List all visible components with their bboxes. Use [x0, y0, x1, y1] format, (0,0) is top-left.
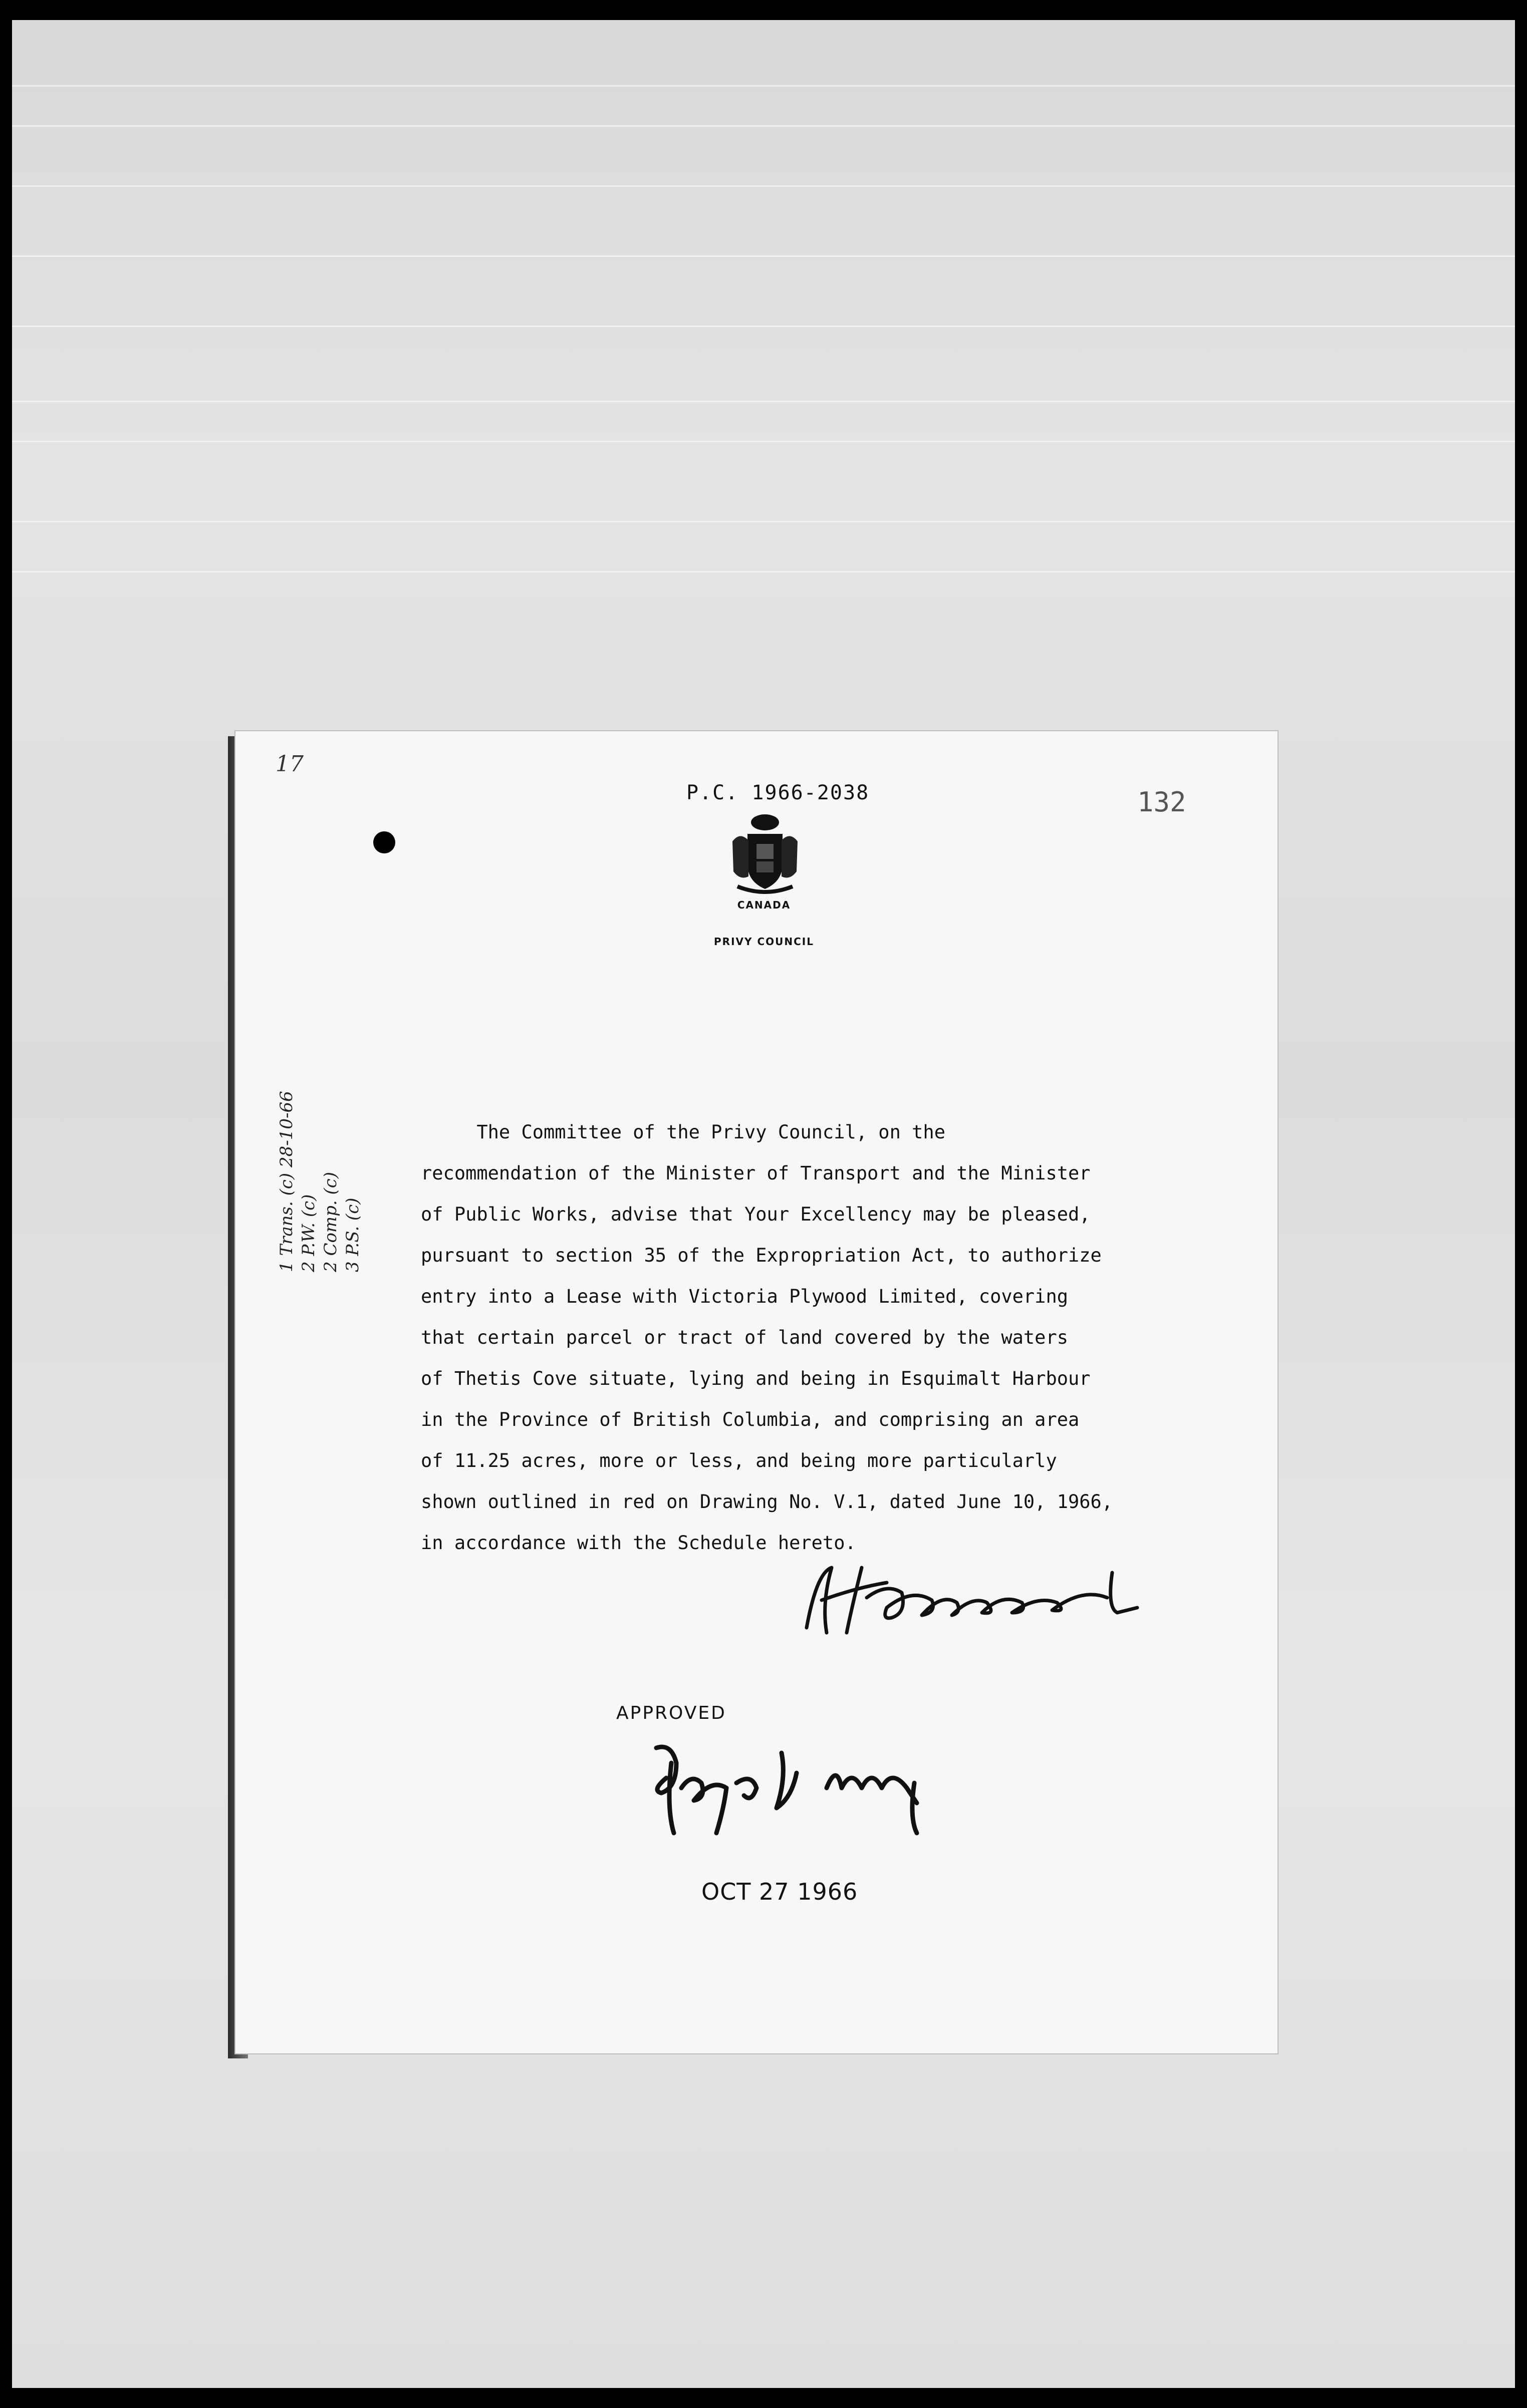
coat-of-arms-crest-icon — [727, 811, 803, 896]
scan-streak — [12, 441, 1515, 442]
body-line: recommendation of the Minister of Transport and the Minister — [421, 1162, 1091, 1184]
corner-handwritten-number: 17 — [276, 751, 304, 777]
scan-streak — [12, 255, 1515, 257]
marginal-note: 2 Comp. (c) — [321, 1171, 341, 1272]
approved-label: APPROVED — [616, 1703, 726, 1723]
body-line: in accordance with the Schedule hereto. — [421, 1532, 856, 1554]
minister-signature — [787, 1553, 1147, 1643]
approval-date-stamp: OCT 27 1966 — [701, 1878, 858, 1905]
scan-streak — [12, 571, 1515, 572]
body-line: of Public Works, advise that Your Excellency may be pleased, — [421, 1203, 1091, 1225]
scan-streak — [12, 185, 1515, 187]
body-line: The Committee of the Privy Council, on the — [421, 1121, 945, 1143]
body-line: shown outlined in red on Drawing No. V.1, dated June 10, 1966, — [421, 1491, 1113, 1513]
document-page — [235, 731, 1278, 2053]
marginal-note: 1 Trans. (c) 28-10-66 — [277, 1091, 297, 1272]
body-line: of Thetis Cove situate, lying and being in Esquimalt Harbour — [421, 1368, 1091, 1389]
scan-streak — [12, 521, 1515, 522]
page-number: 132 — [1137, 786, 1186, 818]
marginal-note: 3 P.S. (c) — [343, 1197, 363, 1272]
scan-streak — [12, 326, 1515, 327]
body-line: pursuant to section 35 of the Expropriation Act, to authorize — [421, 1245, 1102, 1266]
body-line: entry into a Lease with Victoria Plywood Limited, covering — [421, 1286, 1069, 1307]
punch-hole — [373, 831, 395, 853]
order-body-text — [421, 1112, 1222, 1564]
governor-general-signature — [636, 1733, 947, 1843]
crest-country-label: CANADA — [737, 899, 791, 911]
handwritten-distribution-notes — [276, 1012, 426, 1272]
order-number: P.C. 1966-2038 — [686, 781, 870, 804]
scan-streak — [12, 401, 1515, 402]
marginal-note: 2 P.W. (c) — [299, 1194, 319, 1272]
body-line: that certain parcel or tract of land covered by the waters — [421, 1327, 1069, 1348]
body-line: of 11.25 acres, more or less, and being more particularly — [421, 1450, 1057, 1471]
scan-streak — [12, 125, 1515, 127]
body-line: in the Province of British Columbia, and comprising an area — [421, 1409, 1080, 1430]
scan-streak — [12, 85, 1515, 87]
crest-council-label: PRIVY COUNCIL — [714, 936, 814, 948]
